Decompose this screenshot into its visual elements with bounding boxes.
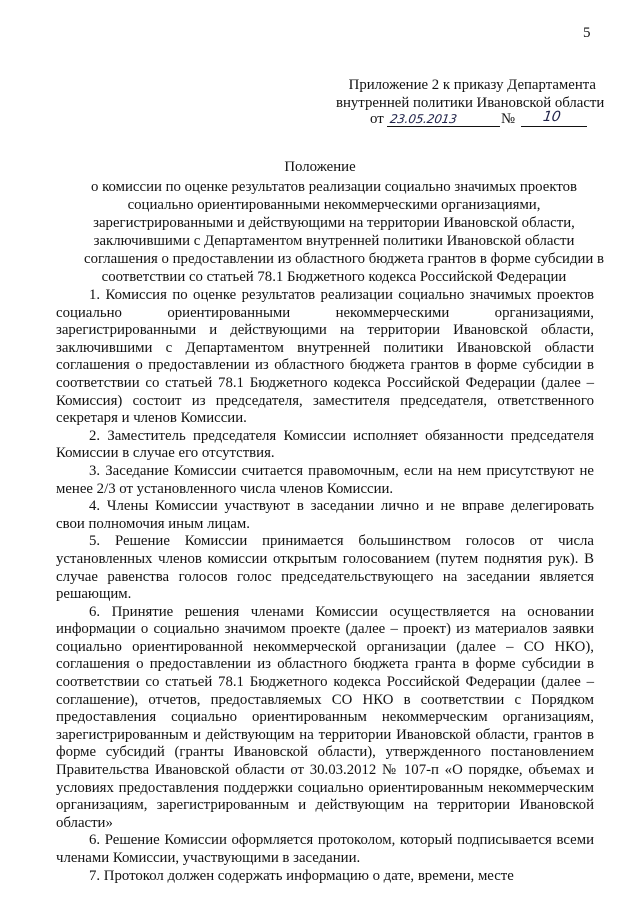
subtitle-line: социально ориентированными некоммерческими организациями, bbox=[127, 197, 541, 213]
subtitle-line: соглашения о предоставлении из областного бюджета грантов в форме субсидии в bbox=[84, 251, 605, 267]
document-title: Положение bbox=[284, 159, 356, 175]
subtitle-line: зарегистрированными и действующими на территории Ивановской области, bbox=[93, 215, 575, 231]
subtitle-line: о комиссии по оценке результатов реализации социально значимых проектов bbox=[91, 179, 577, 195]
handwritten-date: 23.05.2013 bbox=[389, 112, 458, 126]
document-subtitle bbox=[84, 178, 605, 286]
from-label: от bbox=[370, 111, 384, 127]
paragraph-4: 4. Члены Комиссии участвуют в заседании лично и не вправе делегировать свои полномочия иным лицам. bbox=[56, 498, 594, 532]
order-date-line bbox=[370, 110, 590, 130]
appendix-header bbox=[336, 76, 605, 112]
paragraph-6-repeat: 6. Решение Комиссии оформляется протоколом, который подписывается всеми членами Комиссии, участвующими в заседании. bbox=[56, 832, 594, 866]
paragraph-6: 6. Принятие решения членами Комиссии осуществляется на основании информации о социально значимом проекте (далее – проект) из материалов заявки социально ориентированной некоммерческой организации (далее – СО НКО), соглашения о предоставлении из областного бюджета гранта в форме субсидии в соответствии со статьей 78.1 Бюджетного кодекса Российской Федерации (далее – соглашение), отчетов, предоставляемых СО НКО в соответствии с Порядком предоставления социально ориентированным некоммерческим организациям, зарегистрированным и действующим на территории Ивановской области, грантов в форме субсидий (гранты Ивановской области), утвержденного постановлением Правительства Ивановской области от 30.03.2012 № 107-п «О порядке, объемах и условиях предоставления поддержки социально ориентированным некоммерческим организациям, зарегистрированным и действующим на территории Ивановской области» bbox=[56, 603, 594, 831]
paragraph-7: 7. Протокол должен содержать информацию о дате, времени, месте bbox=[89, 867, 514, 884]
number-underline bbox=[521, 126, 587, 127]
paragraph-1: 1. Комиссия по оценке результатов реализации социально значимых проектов социально ориентированными некоммерческими организациями, зарегистрированными и действующими на территории Ивановской области, заключившими с Департаментом внутренней политики Ивановской области соглашения о предоставлении из областного бюджета грантов в форме субсидии в соответствии со статьей 78.1 Бюджетного кодекса Российской Федерации (далее – Комиссия) состоит из председателя, заместителя председателя, ответственного секретаря и членов Комиссии. bbox=[56, 287, 594, 427]
paragraph-5: 5. Решение Комиссии принимается большинством голосов от числа установленных членов комиссии открытым голосованием (путем поднятия рук). В случае равенства голосов голос председательствующего на заседании является решающим. bbox=[56, 533, 594, 603]
subtitle-line: соответствии со статьей 78.1 Бюджетного кодекса Российской Федерации bbox=[101, 269, 567, 285]
subtitle-line: заключившими с Департаментом внутренней политики Ивановской области bbox=[93, 233, 575, 249]
paragraph-3: 3. Заседание Комиссии считается правомочным, если на нем присутствуют не менее 2/3 от установленного числа членов Комиссии. bbox=[56, 462, 594, 497]
appendix-line-1: Приложение 2 к приказу Департамента bbox=[348, 77, 596, 93]
number-sign: № bbox=[501, 111, 516, 127]
paragraph-2: 2. Заместитель председателя Комиссии исполняет обязанности председателя Комиссии в случае его отсутствия. bbox=[56, 427, 594, 462]
appendix-line-2: внутренней политики Ивановской области bbox=[336, 95, 605, 111]
page-number: 5 bbox=[583, 25, 591, 41]
document-body bbox=[56, 287, 594, 885]
handwritten-number: 10 bbox=[541, 109, 562, 125]
